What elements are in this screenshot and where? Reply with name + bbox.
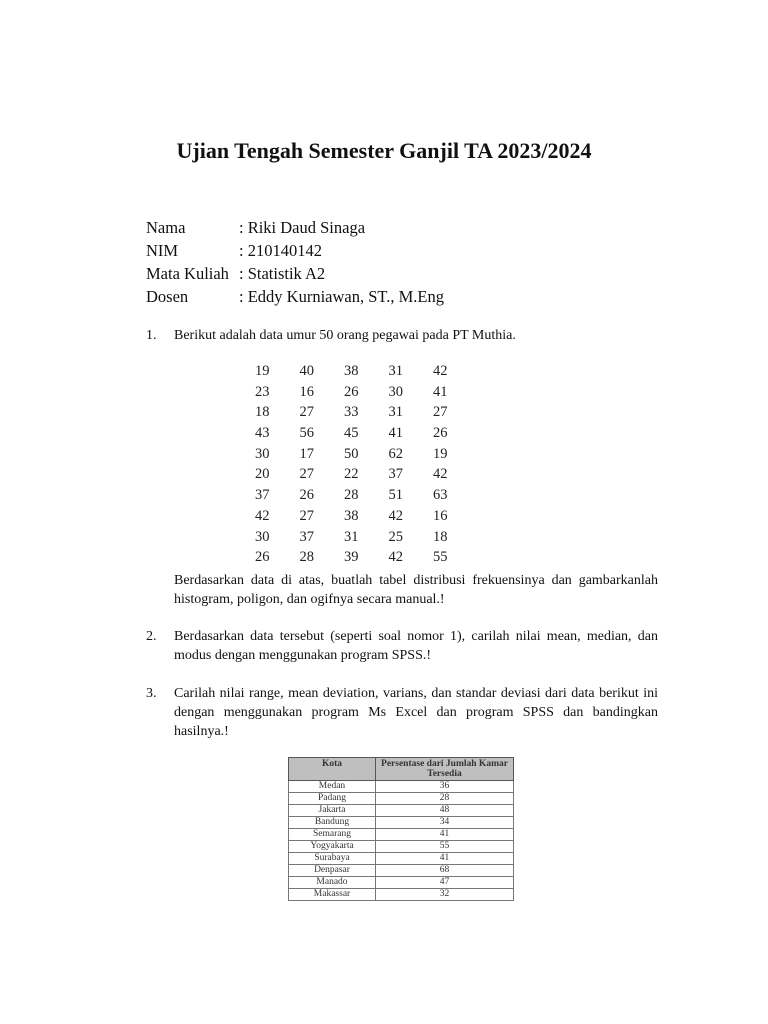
data-cell: 37 [388, 466, 403, 483]
data-cell: 43 [255, 425, 270, 442]
data-row [240, 464, 463, 485]
data-cell: 30 [255, 528, 270, 545]
data-cell: 31 [388, 363, 403, 379]
percentage-cell: 68 [376, 865, 514, 877]
data-row [240, 423, 463, 444]
info-row [146, 239, 444, 262]
data-cell: 30 [388, 383, 403, 400]
info-value: : Eddy Kurniawan, ST., M.Eng [239, 287, 445, 306]
data-cell: 19 [433, 445, 448, 462]
data-row [240, 527, 463, 548]
data-row [240, 382, 463, 403]
data-cell: 26 [255, 549, 270, 566]
city-name-cell: Jakarta [289, 805, 376, 817]
data-cell: 42 [433, 466, 448, 483]
data-cell: 51 [388, 487, 403, 504]
data-cell: 42 [388, 549, 403, 566]
data-cell: 38 [344, 507, 359, 524]
info-row [146, 262, 444, 285]
city-percentage-table [288, 757, 514, 901]
city-name-cell: Yogyakarta [289, 841, 376, 853]
city-name-cell: Denpasar [289, 865, 376, 877]
data-row [240, 361, 463, 382]
data-cell: 19 [255, 363, 270, 379]
student-info [146, 216, 444, 308]
question-1 [146, 326, 658, 345]
data-cell: 16 [433, 507, 448, 524]
table-row [289, 829, 514, 841]
data-cell: 41 [388, 425, 403, 442]
data-cell: 16 [299, 383, 314, 400]
city-name-cell: Padang [289, 793, 376, 805]
data-row [240, 402, 463, 423]
data-cell: 42 [388, 507, 403, 524]
table-row [289, 865, 514, 877]
data-cell: 17 [299, 445, 314, 462]
data-row [240, 444, 463, 465]
column-header-kota: Kota [289, 758, 376, 781]
city-name-cell: Bandung [289, 817, 376, 829]
info-value: : Statistik A2 [239, 264, 326, 283]
city-name-cell: Manado [289, 877, 376, 889]
data-cell: 42 [433, 363, 448, 379]
data-cell: 33 [344, 404, 359, 421]
data-cell: 27 [299, 507, 314, 524]
percentage-cell: 36 [376, 781, 514, 793]
table-row [289, 781, 514, 793]
info-label: NIM [146, 241, 179, 260]
data-cell: 56 [299, 425, 314, 442]
question-number: 1. [146, 328, 157, 343]
city-name-cell: Makassar [289, 889, 376, 901]
data-cell: 22 [344, 466, 359, 483]
percentage-cell: 34 [376, 817, 514, 829]
table-row [289, 877, 514, 889]
data-cell: 50 [344, 445, 359, 462]
question-text: Carilah nilai range, mean deviation, varians, dan standar deviasi dari data berikut ini dengan menggunakan program Ms Excel dan program SPSS dan bandingkan hasilnya.! [174, 686, 658, 739]
table-header-row [289, 758, 514, 781]
info-row [146, 285, 444, 308]
percentage-cell: 48 [376, 805, 514, 817]
data-cell: 20 [255, 466, 270, 483]
city-name-cell: Medan [289, 781, 376, 793]
data-cell: 26 [433, 425, 448, 442]
info-label: Mata Kuliah [146, 264, 229, 283]
data-cell: 18 [255, 404, 270, 421]
table-row [289, 853, 514, 865]
percentage-cell: 28 [376, 793, 514, 805]
question-text: Berdasarkan data tersebut (seperti soal nomor 1), carilah nilai mean, median, dan modus dengan menggunakan program SPSS.! [174, 629, 658, 663]
data-cell: 31 [344, 528, 359, 545]
table-row [289, 841, 514, 853]
question-number: 2. [146, 629, 157, 644]
data-cell: 27 [433, 404, 448, 421]
data-cell: 55 [433, 549, 448, 566]
data-cell: 45 [344, 425, 359, 442]
table-row [289, 817, 514, 829]
data-cell: 41 [433, 383, 448, 400]
data-cell: 28 [344, 487, 359, 504]
percentage-cell: 55 [376, 841, 514, 853]
percentage-cell: 47 [376, 877, 514, 889]
percentage-cell: 32 [376, 889, 514, 901]
data-cell: 63 [433, 487, 448, 504]
column-header-persentase: Persentase dari Jumlah Kamar Tersedia [376, 758, 514, 781]
data-cell: 37 [299, 528, 314, 545]
question-text: Berikut adalah data umur 50 orang pegawai pada PT Muthia. [174, 328, 516, 343]
info-row [146, 216, 444, 239]
info-value: : 210140142 [239, 241, 322, 260]
data-cell: 62 [388, 445, 403, 462]
info-label: Dosen [146, 287, 189, 306]
data-cell: 26 [344, 383, 359, 400]
data-cell: 23 [255, 383, 270, 400]
table-row [289, 805, 514, 817]
data-cell: 38 [344, 363, 359, 379]
info-label: Nama [146, 218, 186, 237]
data-cell: 28 [299, 549, 314, 566]
question-3 [146, 684, 658, 741]
data-row [240, 485, 463, 506]
percentage-cell: 41 [376, 829, 514, 841]
age-data-table [240, 361, 463, 568]
city-name-cell: Semarang [289, 829, 376, 841]
table-row [289, 793, 514, 805]
data-row [240, 547, 463, 568]
city-name-cell: Surabaya [289, 853, 376, 865]
data-row [240, 506, 463, 527]
data-cell: 27 [299, 466, 314, 483]
data-cell: 39 [344, 549, 359, 566]
data-cell: 18 [433, 528, 448, 545]
data-cell: 37 [255, 487, 270, 504]
table-row [289, 889, 514, 901]
data-cell: 27 [299, 404, 314, 421]
data-cell: 25 [388, 528, 403, 545]
page-title: Ujian Tengah Semester Ganjil TA 2023/2024 [176, 138, 592, 163]
info-value: : Riki Daud Sinaga [239, 218, 366, 237]
question-2 [146, 627, 658, 665]
question-number: 3. [146, 686, 157, 701]
data-cell: 40 [299, 363, 314, 379]
data-cell: 26 [299, 487, 314, 504]
question-1-instruction: Berdasarkan data di atas, buatlah tabel distribusi frekuensinya dan gambarkanlah histogram, poligon, dan ogifnya secara manual.! [174, 573, 658, 607]
percentage-cell: 41 [376, 853, 514, 865]
data-cell: 42 [255, 507, 270, 524]
data-cell: 31 [388, 404, 403, 421]
data-cell: 30 [255, 445, 270, 462]
